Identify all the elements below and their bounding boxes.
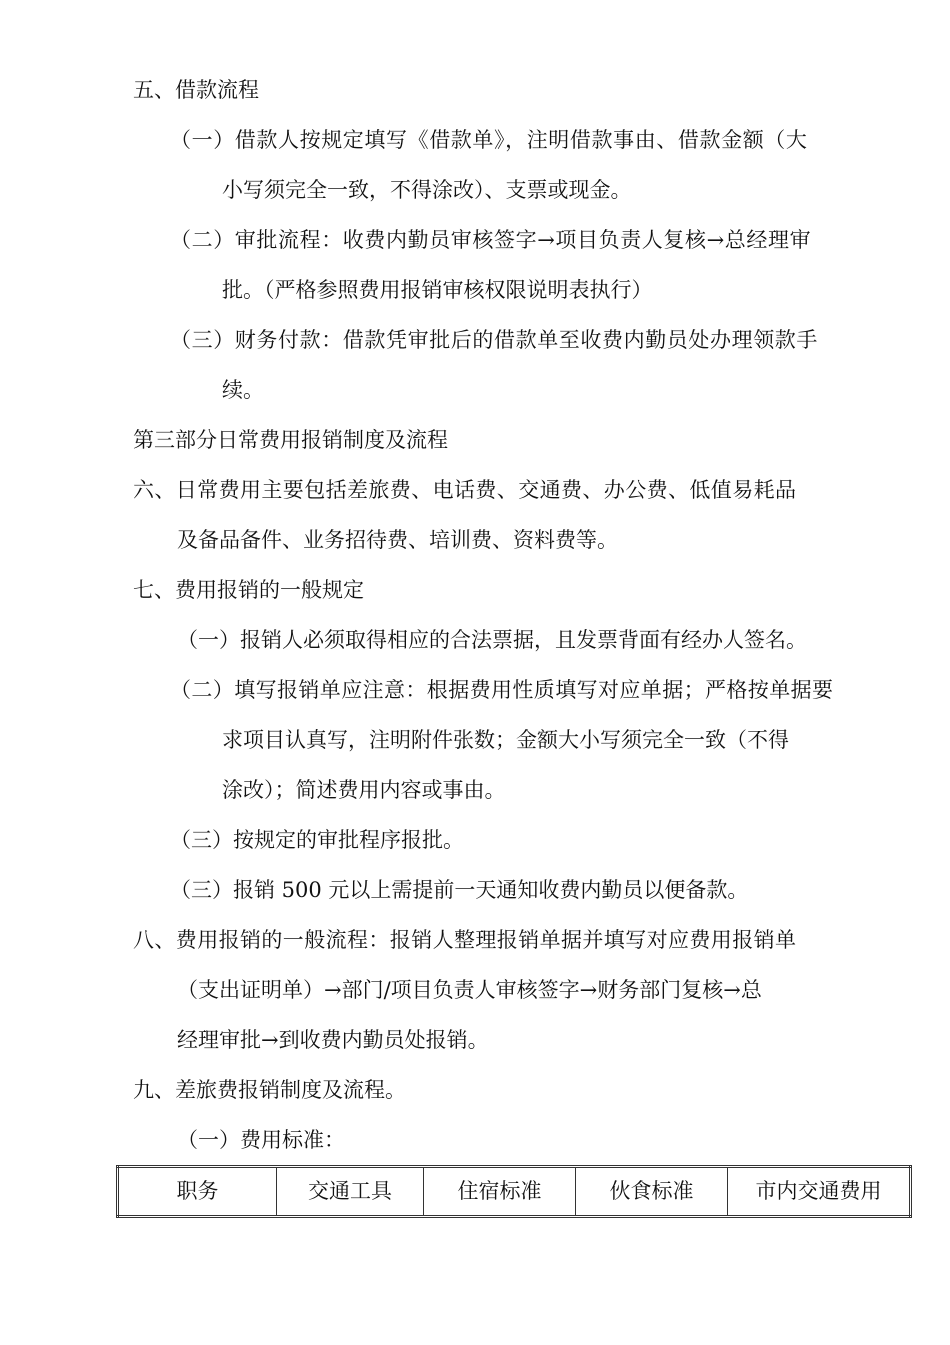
- section-heading-9: 九、差旅费报销制度及流程。: [133, 1078, 406, 1102]
- paragraph-line: （三）报销 500 元以上需提前一天通知收费内勤员以便备款。: [170, 878, 749, 902]
- paragraph-line: （一）报销人必须取得相应的合法票据，且发票背面有经办人签名。: [177, 628, 807, 652]
- paragraph-line: 小写须完全一致，不得涂改）、支票或现金。: [222, 178, 632, 202]
- paragraph-line: （支出证明单）→部门/项目负责人审核签字→财务部门复核→总: [177, 978, 762, 1002]
- paragraph-line: （一）费用标准：: [177, 1128, 345, 1152]
- table-header-cell: 职务: [118, 1167, 277, 1217]
- part-heading-3: 第三部分日常费用报销制度及流程: [133, 428, 448, 452]
- table-header-row: [118, 1167, 911, 1217]
- expense-standard-table: [116, 1165, 912, 1218]
- section-heading-8: 八、费用报销的一般流程：报销人整理报销单据并填写对应费用报销单: [133, 928, 797, 952]
- paragraph-line: 涂改）；简述费用内容或事由。: [222, 778, 506, 802]
- paragraph-line: （二）审批流程：收费内勤员审核签字→项目负责人复核→总经理审: [170, 228, 812, 252]
- paragraph-line: 求项目认真写，注明附件张数；金额大小写须完全一致（不得: [222, 728, 789, 752]
- paragraph-line: （三）按规定的审批程序报批。: [170, 828, 464, 852]
- table-header-cell: 住宿标准: [424, 1167, 576, 1217]
- paragraph-line: 续。: [222, 378, 264, 402]
- table-header-cell: 交通工具: [277, 1167, 424, 1217]
- paragraph-line: 批。（严格参照费用报销审核权限说明表执行）: [222, 278, 653, 302]
- paragraph-line: 经理审批→到收费内勤员处报销。: [177, 1028, 489, 1052]
- section-heading-5: 五、借款流程: [133, 78, 259, 102]
- paragraph-line: 及备品备件、业务招待费、培训费、资料费等。: [177, 528, 618, 552]
- paragraph-line: （二）填写报销单应注意：根据费用性质填写对应单据；严格按单据要: [170, 678, 834, 702]
- section-heading-7: 七、费用报销的一般规定: [133, 578, 364, 602]
- paragraph-line: （一）借款人按规定填写《借款单》，注明借款事由、借款金额（大: [170, 128, 808, 152]
- paragraph-line: （三）财务付款：借款凭审批后的借款单至收费内勤员处办理领款手: [170, 328, 818, 352]
- section-heading-6: 六、日常费用主要包括差旅费、电话费、交通费、办公费、低值易耗品: [133, 478, 797, 502]
- table-header-cell: 市内交通费用: [728, 1167, 911, 1217]
- table-header-cell: 伙食标准: [576, 1167, 728, 1217]
